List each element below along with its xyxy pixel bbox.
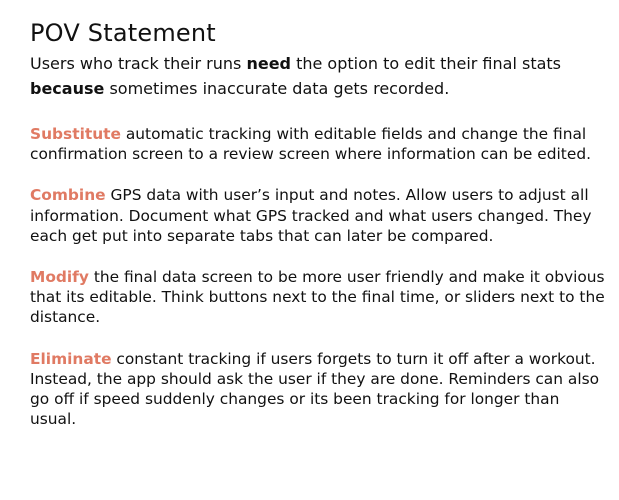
- pov-because-keyword: because: [30, 79, 105, 98]
- document-page: [30, 0, 605, 429]
- combine-text: GPS data with user’s input and notes. Allow users to adjust all information. Document what GPS tracked and what users changed. They each get put into separate tabs that can later be compared.: [30, 186, 592, 245]
- substitute-paragraph: [30, 124, 605, 164]
- pov-statement: [30, 51, 605, 101]
- combine-paragraph: [30, 185, 605, 246]
- page-title: POV Statement: [30, 19, 216, 47]
- eliminate-text: constant tracking if users forgets to turn it off after a workout. Instead, the app should ask the user if they are done. Reminders can also go off if speed suddenly changes or its been tracking for longer than usual.: [30, 349, 600, 429]
- substitute-text: automatic tracking with editable fields and change the final confirmation screen to a review screen where information can be edited.: [30, 125, 591, 164]
- substitute-keyword: Substitute: [30, 125, 121, 143]
- pov-text-2: the option to edit their final stats: [291, 54, 562, 73]
- modify-paragraph: [30, 267, 605, 328]
- combine-keyword: Combine: [30, 186, 106, 205]
- pov-text-1: Users who track their runs: [30, 54, 247, 73]
- modify-text: the final data screen to be more user friendly and make it obvious that its editable. Think buttons next to the final time, or sliders next to the distance.: [30, 268, 605, 327]
- pov-need-keyword: need: [246, 54, 291, 73]
- eliminate-paragraph: [30, 349, 605, 430]
- modify-keyword: Modify: [30, 268, 89, 287]
- pov-text-3: sometimes inaccurate data gets recorded.: [104, 79, 450, 98]
- eliminate-keyword: Eliminate: [30, 349, 112, 368]
